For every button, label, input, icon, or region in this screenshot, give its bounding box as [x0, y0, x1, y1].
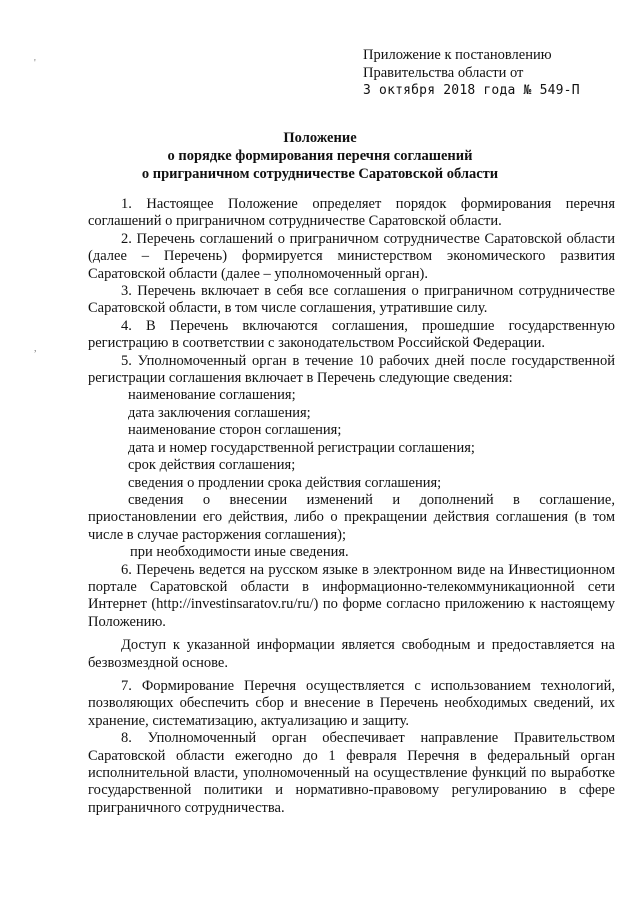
paragraph-4: 4. В Перечень включаются соглашения, прошедшие государственную регистрацию в соответствии с законодательством Российской Федерации. — [88, 317, 615, 352]
paragraph-2: 2. Перечень соглашений о приграничном сотрудничестве Саратовской области (далее – Перечень) формируется министерством экономического развития Саратовской области (далее – уполномоченный орган). — [88, 230, 615, 282]
list-item: наименование сторон соглашения; — [128, 422, 342, 439]
paragraph-6: 6. Перечень ведется на русском языке в электронном виде на Инвестиционном портале Саратовской области в информационно-телекоммуникационной сети Интернет (http://investinsaratov.ru/ru/) по форме согласно приложению к настоящему Положению. — [88, 561, 615, 630]
date-stamp: 3 октября 2018 года № 549-П — [363, 83, 580, 98]
paragraph-1: 1. Настоящее Положение определяет порядок формирования перечня соглашений о приграничном сотрудничестве Саратовской области. — [88, 196, 615, 230]
scan-mark: , — [34, 343, 37, 354]
header-line: Правительства области от — [363, 65, 524, 81]
title-line: о приграничном сотрудничестве Саратовской области — [141, 166, 499, 182]
paragraph-6-access: Доступ к указанной информации является свободным и предоставляется на безвозмездной основе. — [88, 637, 615, 671]
paragraph-3: 3. Перечень включает в себя все соглашения о приграничном сотрудничестве Саратовской области, в том числе соглашения, утратившие силу. — [88, 283, 615, 317]
list-item: наименование соглашения; — [128, 387, 296, 404]
paragraph-7: 7. Формирование Перечня осуществляется с использованием технологий, позволяющих обеспечить сбор и внесение в Перечень необходимых сведений, их хранение, систематизацию, актуализацию и защиту. — [88, 677, 615, 729]
list-item: сведения о продлении срока действия соглашения; — [128, 474, 442, 491]
approval-header — [363, 46, 623, 100]
list-item: при необходимости иные сведения. — [130, 544, 349, 561]
document-body — [88, 196, 615, 817]
title-line: о порядке формирования перечня соглашений — [167, 148, 473, 164]
list-item: срок действия соглашения; — [128, 457, 296, 474]
list-item: дата заключения соглашения; — [128, 404, 311, 421]
title-line: Положение — [283, 130, 357, 146]
paragraph-5: 5. Уполномоченный орган в течение 10 рабочих дней после государственной регистрации соглашения включает в Перечень следующие сведения: — [88, 352, 615, 387]
list-item: дата и номер государственной регистрации соглашения; — [128, 439, 475, 456]
paragraph-8: 8. Уполномоченный орган обеспечивает направление Правительством Саратовской области ежегодно до 1 февраля Перечня в федеральный орган исполнительной власти, уполномоченный на осуществление функций по выработке государственной политики и нормативно-правовому регулированию в сфере приграничного сотрудничества. — [88, 730, 615, 816]
list-item: сведения о внесении изменений и дополнений в соглашение, приостановлении его действия, либо о прекращении действия соглашения (в том числе в случае расторжения соглашения); — [88, 491, 615, 543]
document-title — [0, 129, 640, 183]
header-line: Приложение к постановлению — [363, 47, 552, 63]
scan-mark: ' — [34, 58, 36, 69]
